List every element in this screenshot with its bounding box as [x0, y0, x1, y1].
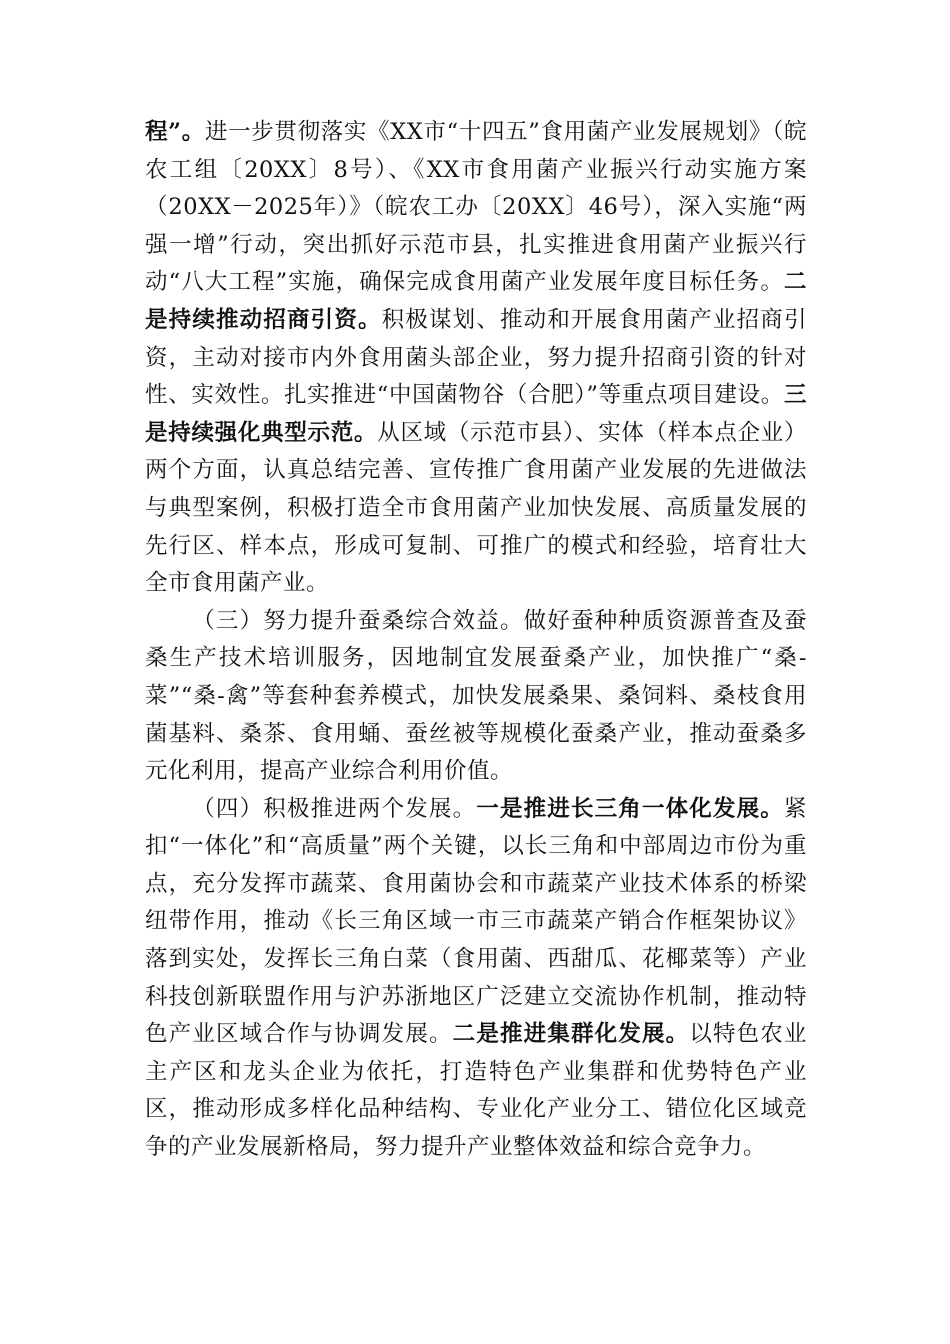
- body-text: 以特色农业主产区和龙头企业为依托，打造特色产业集群和优势特色产业区，推动形成多样化品种结构、专业化产业分工、错位化区域竞争的产业发展新格局，努力提升产业整体效益和综合竞争力。: [145, 1021, 807, 1161]
- heading-investment-promotion: 二是持续推动招商引资。: [145, 269, 807, 333]
- body-text: 进一步贯彻落实《XX市“十四五”食用菌产业发展规划》（皖农工组〔20XX〕8号）、《XX市食用菌产业振兴行动实施方案（20XX－2025年）》（皖农工办〔20XX〕46号），深入实施“两强一增”行动，突出抓好示范市县，扎实推进食用菌产业振兴行动“八大工程”实施，确保完成食用菌产业发展年度目标任务。: [145, 119, 807, 296]
- bold-phrase-project-end: 程”。: [145, 119, 205, 145]
- body-text: 积极谋划、推动和开展食用菌产业招商引资，主动对接市内外食用菌头部企业，努力提升招商引资的针对性、实效性。扎实推进“中国菌物谷（合肥）”等重点项目建设。: [145, 306, 807, 409]
- document-page: [145, 114, 807, 1167]
- body-text: 紧扣“一体化”和“高质量”两个关键，以长三角和中部周边市份为重点，充分发挥市蔬菜、食用菌协会和市蔬菜产业技术体系的桥梁纽带作用，推动《长三角区域一市三市蔬菜产销合作框架协议》落到实处，发挥长三角白菜（食用菌、西甜瓜、花椰菜等）产业科技创新联盟作用与沪苏浙地区广泛建立交流协作机制，推动特色产业区域合作与协调发展。: [145, 795, 807, 1048]
- heading-typical-demonstration: 三是持续强化典型示范。: [145, 382, 807, 446]
- paragraph-two-developments: [145, 791, 807, 1167]
- heading-cluster-development: 二是推进集群化发展。: [452, 1021, 690, 1048]
- heading-yangtze-integration: 一是推进长三角一体化发展。: [476, 795, 784, 822]
- body-text: 从区域（示范市县）、实体（样本点企业）两个方面，认真总结完善、宣传推广食用菌产业发展的先进做法与典型案例，积极打造全市食用菌产业加快发展、高质量发展的先行区、样本点，形成可复制、可推广的模式和经验，培育壮大全市食用菌产业。: [145, 419, 807, 597]
- paragraph-sericulture: [145, 603, 807, 791]
- body-text: （三）努力提升蚕桑综合效益。做好蚕种种质资源普查及蚕桑生产技术培训服务，因地制宜发展蚕桑产业，加快推广“桑-菜”“桑-禽”等套种套养模式，加快发展桑果、桑饲料、桑枝食用菌基料、桑茶、食用蛹、蚕丝被等规模化蚕桑产业，推动蚕桑多元化利用，提高产业综合利用价值。: [145, 607, 807, 785]
- section-heading-two-developments: （四）积极推进两个发展。: [192, 795, 477, 822]
- paragraph-food-fungus-projects: [145, 114, 807, 603]
